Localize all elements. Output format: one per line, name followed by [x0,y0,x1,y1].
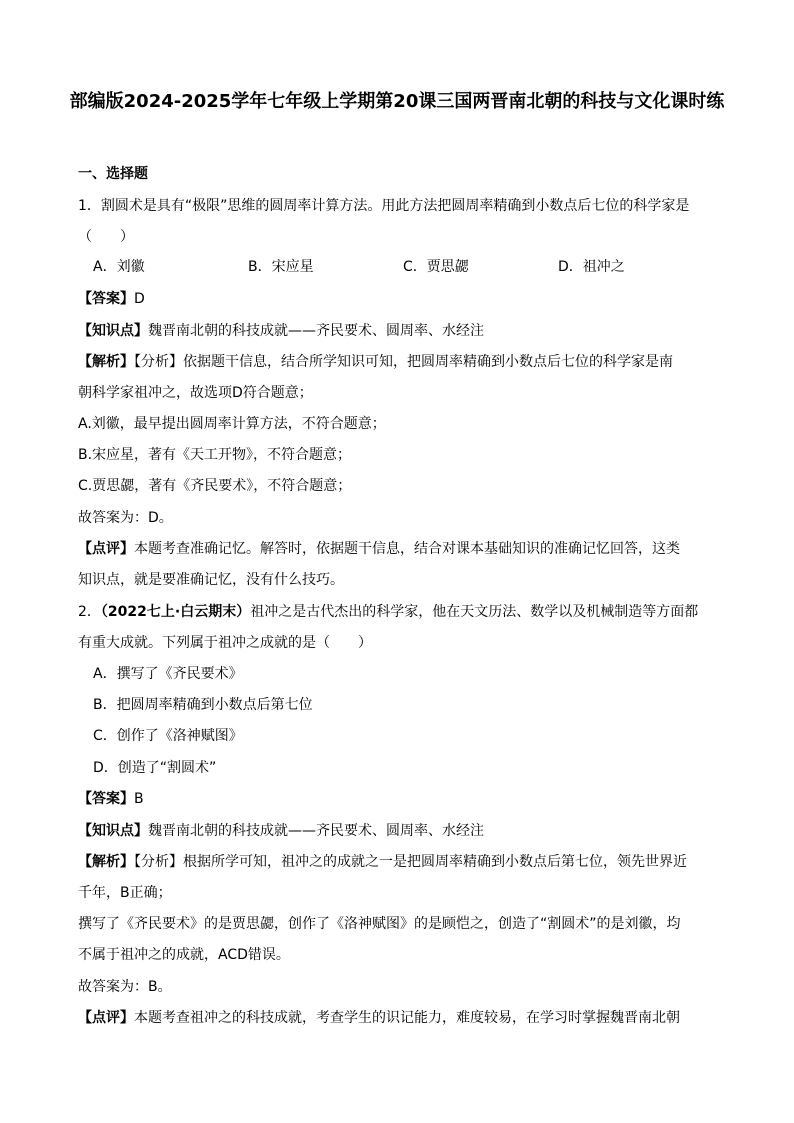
q1-option-d: D．祖冲之 [558,259,625,275]
q1-analysis-line4: B.宋应星，著有《天工开物》，不符合题意； [78,447,352,463]
section-heading: 一、选择题 [78,166,148,182]
q2-kp-tag: 【知识点】 [78,823,148,839]
q2-comment-line1 [78,1009,738,1027]
q1-answer-value: D [134,291,145,307]
q2-stem-line2: 有重大成就。下列属于祖冲之成就的是（ ） [78,635,372,651]
q1-option-a: A．刘徽 [93,259,145,275]
q1-answer-tag: 【答案】 [78,291,134,307]
q2-knowledge-point [78,822,738,840]
q1-option-b: B．宋应星 [248,259,314,275]
q2-stem-line1 [78,603,738,621]
q1-option-c: C．贾思勰 [403,259,469,275]
q2-analysis-line2: 千年，B正确； [78,885,172,901]
q1-options [93,258,693,276]
q1-kp-text: 魏晋南北朝的科技成就——齐民要术、圆周率、水经注 [148,323,484,339]
q2-analysis-text: 【分析】根据所学可知，祖冲之的成就之一是把圆周率精确到小数点后第七位，领先世界近 [134,854,687,870]
q2-answer [78,790,738,808]
q1-comment-tag: 【点评】 [78,541,134,557]
q1-stem-line1: 1．割圆术是具有“极限”思维的圆周率计算方法。用此方法把圆周率精确到小数点后七位的科学家是 [78,198,690,214]
q2-answer-value: B [134,791,144,807]
q1-answer [78,290,738,308]
page-title: 部编版2024-2025学年七年级上学期第20课三国两晋南北朝的科技与文化课时练 [69,91,725,112]
q2-source: （2022七上·白云期末） [100,604,251,620]
q2-kp-text: 魏晋南北朝的科技成就——齐民要术、圆周率、水经注 [148,823,484,839]
q2-analysis-tag: 【解析】 [78,854,134,870]
q2-analysis-line3: 撰写了《齐民要术》的是贾思勰，创作了《洛神赋图》的是顾恺之，创造了“割圆术”的是刘徽，均 [78,916,681,932]
q1-analysis-text: 【分析】依据题干信息，结合所学知识可知，把圆周率精确到小数点后七位的科学家是南 [134,354,673,370]
q2-option-c: C．创作了《洛神赋图》 [93,728,243,744]
q2-number: 2． [78,604,101,620]
q2-comment-tag: 【点评】 [78,1010,134,1026]
q1-analysis-line2: 朝科学家祖冲之，故选项D符合题意； [78,385,313,401]
q1-comment-line1 [78,540,738,558]
q2-comment-text: 本题考查祖冲之的科技成就，考查学生的识记能力，难度较易，在学习时掌握魏晋南北朝 [134,1010,680,1026]
q1-analysis-line1 [78,353,738,371]
q1-analysis-line5: C.贾思勰，著有《齐民要术》，不符合题意； [78,478,352,494]
q1-comment-line2: 知识点，就是要准确记忆，没有什么技巧。 [78,572,344,588]
q1-conclusion: 故答案为：D。 [78,510,173,526]
q1-analysis-tag: 【解析】 [78,354,134,370]
q2-option-d: D．创造了“割圆术” [93,760,217,776]
q2-answer-tag: 【答案】 [78,791,134,807]
q2-conclusion: 故答案为：B。 [78,979,172,995]
q2-analysis-line1 [78,853,738,871]
q1-kp-tag: 【知识点】 [78,323,148,339]
q1-comment-text: 本题考查准确记忆。解答时，依据题干信息，结合对课本基础知识的准确记忆回答，这类 [134,541,680,557]
q2-stem-text: 祖冲之是古代杰出的科学家，他在天文历法、数学以及机械制造等方面都 [250,604,699,620]
q1-stem-line2: （ ） [78,229,134,245]
q2-option-b: B．把圆周率精确到小数点后第七位 [93,697,313,713]
q2-option-a: A．撰写了《齐民要术》 [93,666,243,682]
q1-analysis-line3: A.刘徽，最早提出圆周率计算方法，不符合题意； [78,416,386,432]
q2-analysis-line4: 不属于祖冲之的成就，ACD错误。 [78,947,290,963]
q1-knowledge-point [78,322,738,340]
